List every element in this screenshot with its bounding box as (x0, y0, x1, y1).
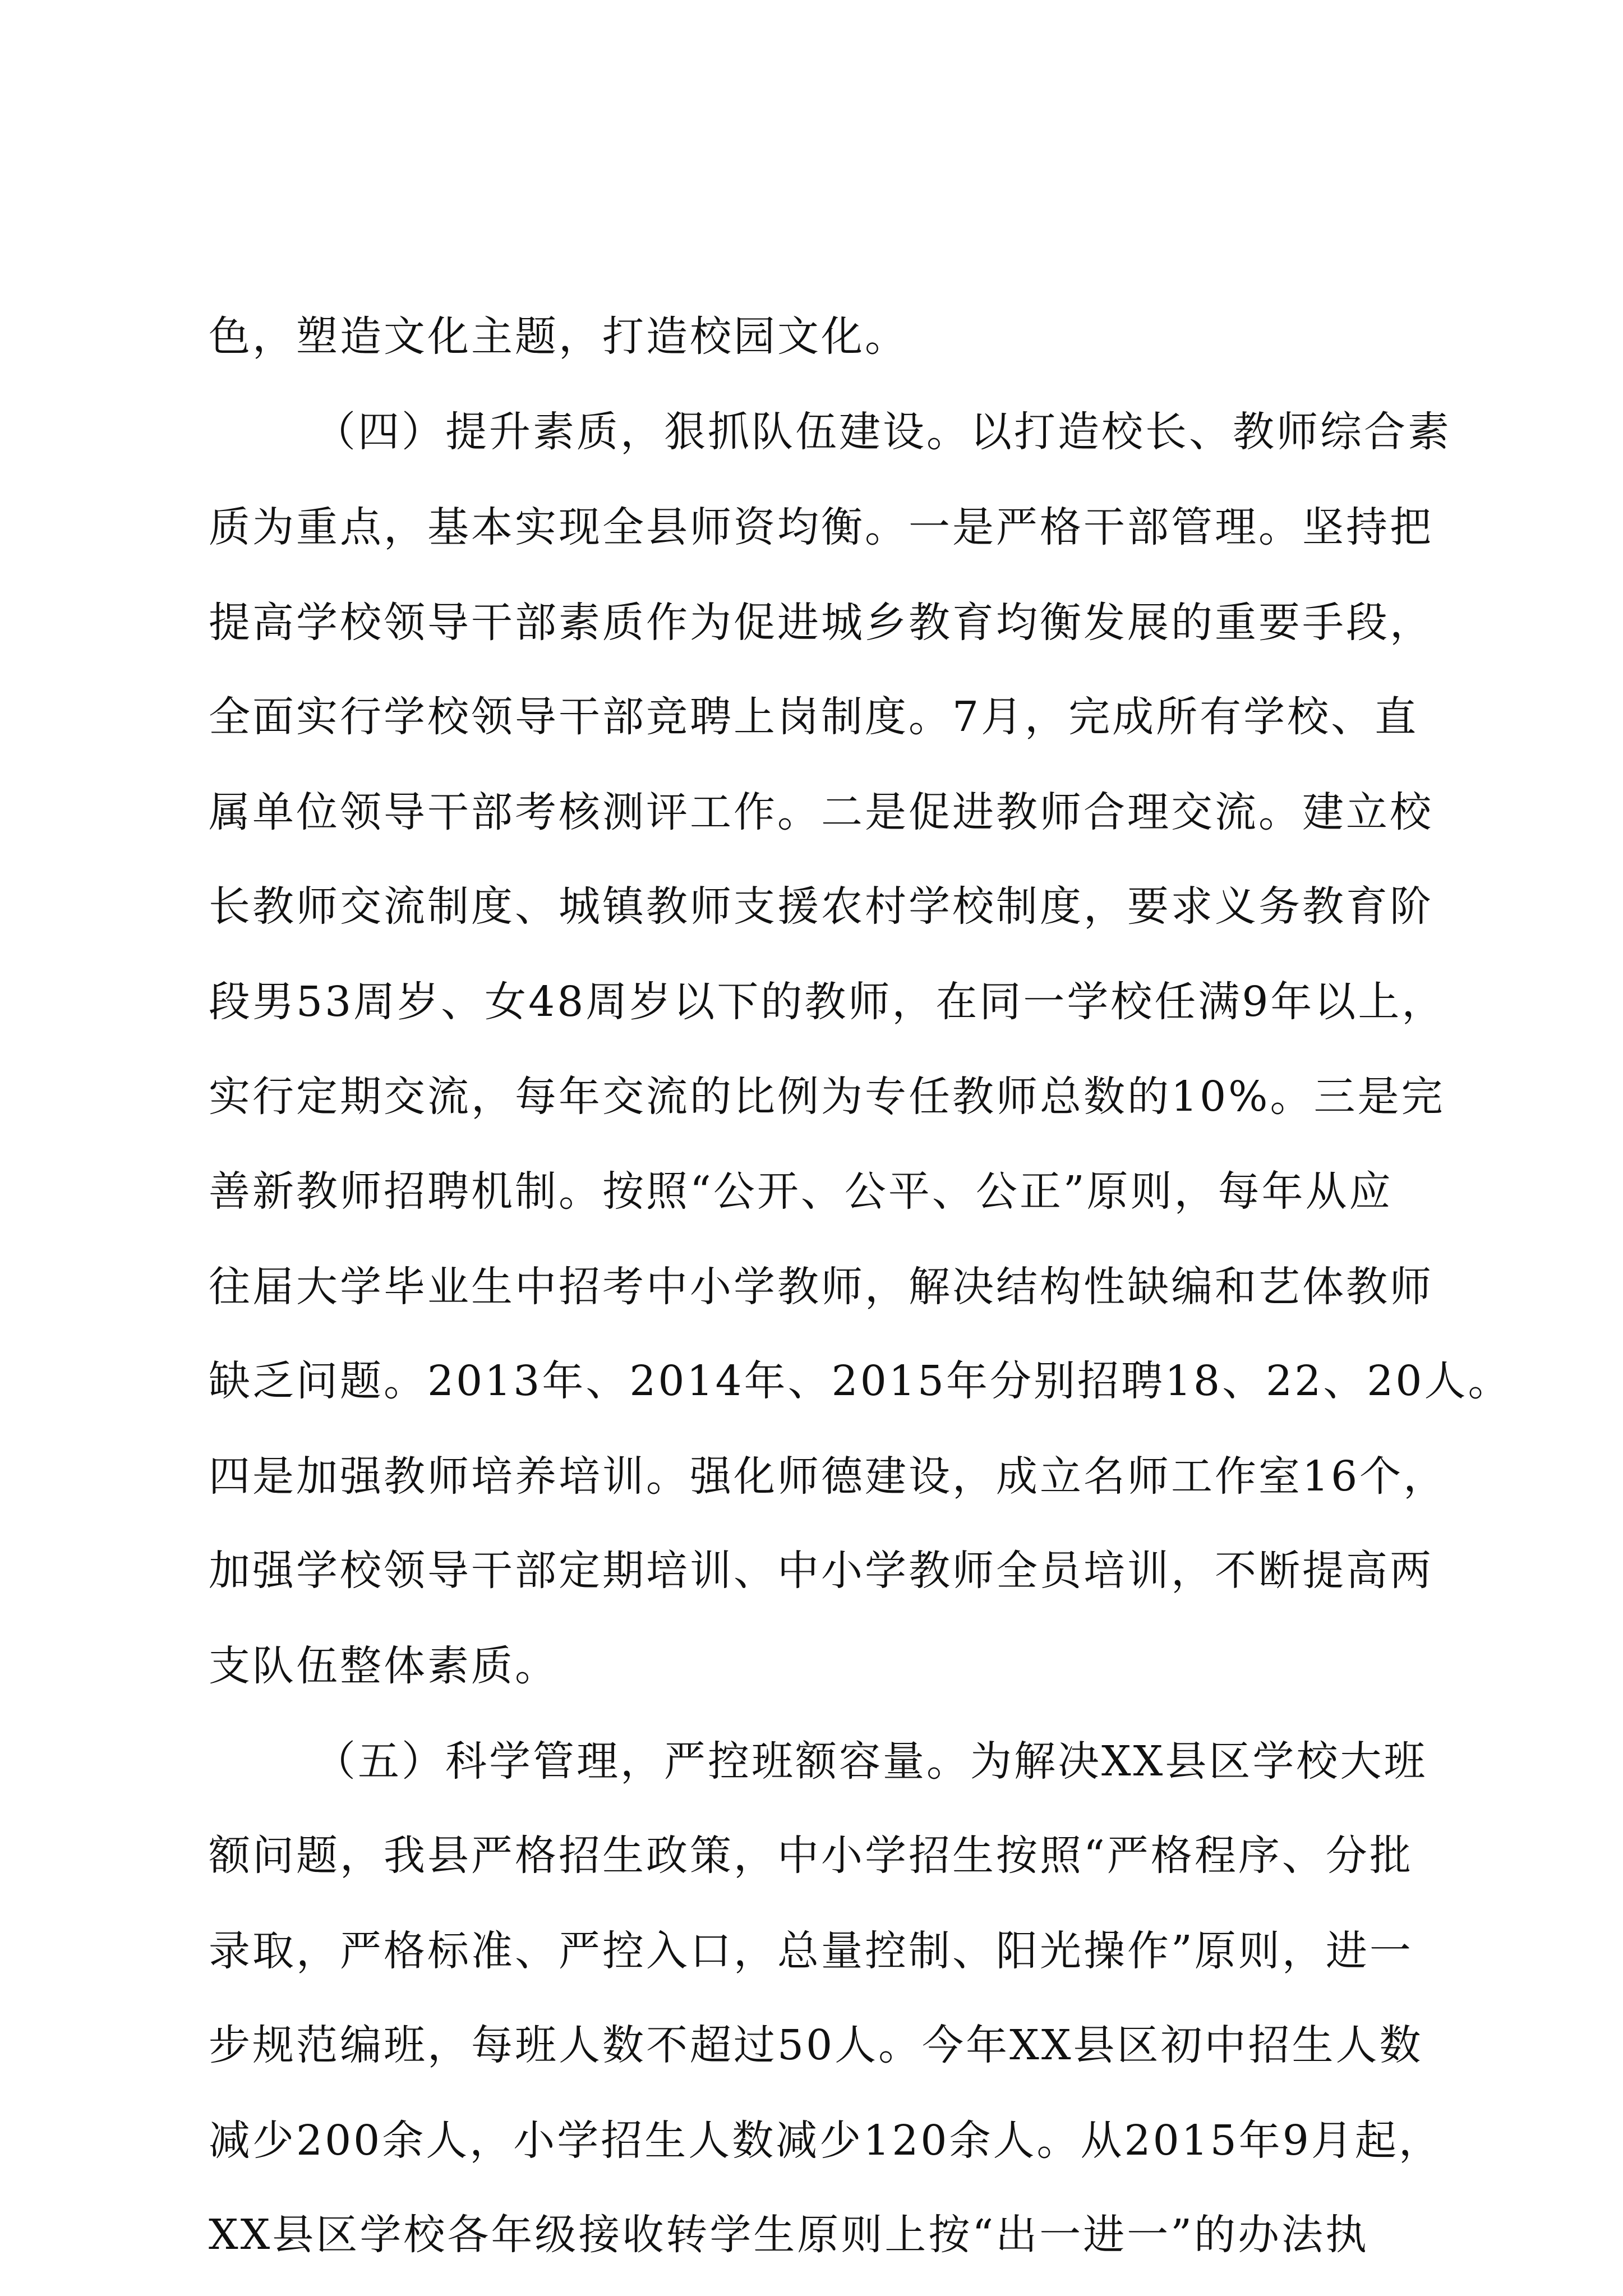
text-line: 录取，严格标准、严控入口，总量控制、阳光操作”原则，进一 (209, 1927, 1413, 1975)
text-line: XX县区学校各年级接收转学生原则上按“出一进一”的办法执 (209, 2211, 1370, 2259)
text-line: （四）提升素质，狠抓队伍建设。以打造校长、教师综合素 (314, 408, 1451, 456)
text-line: 缺乏问题。2013年、2014年、2015年分别招聘18、22、20人。 (209, 1357, 1512, 1405)
text-line: 往届大学毕业生中招考中小学教师，解决结构性缺编和艺体教师 (209, 1263, 1433, 1311)
text-line: 额问题，我县严格招生政策，中小学招生按照“严格程序、分批 (209, 1832, 1413, 1880)
text-line: 支队伍整体素质。 (209, 1642, 559, 1690)
text-line: 提高学校领导干部素质作为促进城乡教育均衡发展的重要手段， (209, 599, 1433, 647)
text-line: （五）科学管理，严控班额容量。为解决XX县区学校大班 (314, 1737, 1428, 1786)
text-line: 加强学校领导干部定期培训、中小学教师全员培训，不断提高两 (209, 1547, 1433, 1595)
text-line: 段男53周岁、女48周岁以下的教师，在同一学校任满9年以上， (209, 978, 1446, 1026)
text-line: 减少200余人，小学招生人数减少120余人。从2015年9月起， (209, 2116, 1442, 2165)
text-line: 属单位领导干部考核测评工作。二是促进教师合理交流。建立校 (209, 788, 1433, 836)
text-line: 善新教师招聘机制。按照“公开、公平、公正”原则，每年从应 (209, 1167, 1393, 1216)
text-line: 色，塑造文化主题，打造校园文化。 (209, 312, 909, 361)
text-line: 全面实行学校领导干部竞聘上岗制度。7月，完成所有学校、直 (209, 693, 1419, 741)
text-line: 长教师交流制度、城镇教师支援农村学校制度，要求义务教育阶 (209, 882, 1433, 931)
text-line: 四是加强教师培养培训。强化师德建设，成立名师工作室16个， (209, 1452, 1447, 1501)
text-line: 步规范编班，每班人数不超过50人。今年XX县区初中招生人数 (209, 2021, 1423, 2069)
text-line: 质为重点，基本实现全县师资均衡。一是严格干部管理。坚持把 (209, 503, 1433, 551)
text-line: 实行定期交流，每年交流的比例为专任教师总数的10%。三是完 (209, 1073, 1445, 1121)
